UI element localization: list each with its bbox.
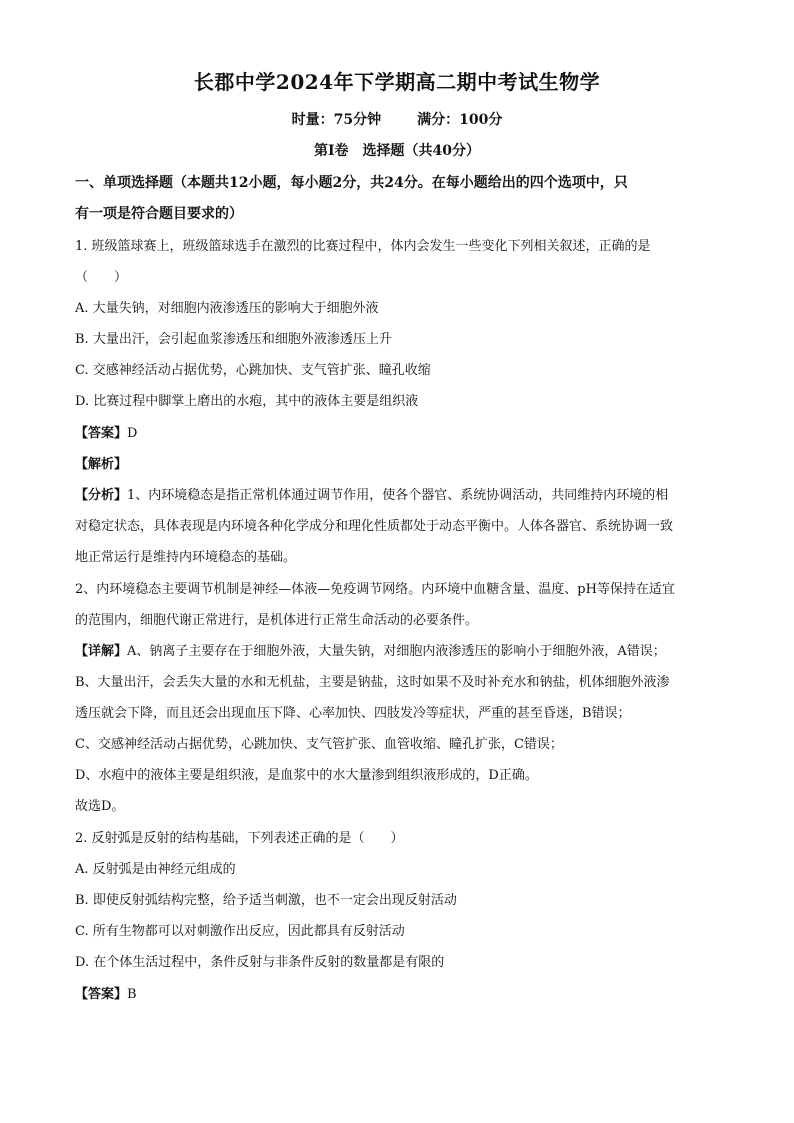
q1-option-b: B. 大量出汗，会引起血浆渗透压和细胞外液渗透压上升 xyxy=(75,332,392,347)
q1-analysis-tag xyxy=(75,453,725,472)
q2-option-b: B. 即使反射弧结构完整，给予适当刺激，也不一定会出现反射活动 xyxy=(75,893,457,908)
q2-option-a: A. 反射弧是由神经元组成的 xyxy=(75,862,236,877)
q1-fx-line3: 地正常运行是维持内环境稳态的基础。 xyxy=(75,550,297,565)
fx-text: 1、内环境稳态是指正常机体通过调节作用，使各个器官、系统协调活动，共同维持内环境的相 xyxy=(127,488,669,503)
q2-stem: 2. 反射弧是反射的结构基础，下列表述正确的是（ ） xyxy=(75,831,404,846)
part-heading: 第Ⅰ卷 选择题（共40分） xyxy=(313,143,481,159)
full-score: 满分：100分 xyxy=(417,112,503,128)
xj-text: A、钠离子主要存在于细胞外液，大量失钠，对细胞内液渗透压的影响小于细胞外液，A错误； xyxy=(127,644,666,659)
section-heading-line2: 有一项是符合题目要求的） xyxy=(75,206,243,222)
time-limit: 时量：75分钟 xyxy=(291,112,382,128)
q1-stem-line1: 1. 班级篮球赛上，班级篮球选手在激烈的比赛过程中，体内会发生一些变化下列相关叙述，正确的是 xyxy=(75,239,651,254)
q1-xj-line4: C、交感神经活动占据优势，心跳加快、支气管扩张、血管收缩、瞳孔扩张，C错误； xyxy=(75,737,563,752)
answer-tag: 【答案】 xyxy=(75,426,128,441)
analysis-tag: 【解析】 xyxy=(75,457,128,472)
answer-value: B xyxy=(127,987,137,1002)
exam-meta xyxy=(0,109,794,129)
section-heading-line1: 一、单项选择题（本题共12小题，每小题2分，共24分。在每小题给出的四个选项中，只 xyxy=(75,175,628,191)
q1-answer xyxy=(75,422,725,441)
answer-tag: 【答案】 xyxy=(75,987,128,1002)
q1-option-a: A. 大量失钠，对细胞内液渗透压的影响大于细胞外液 xyxy=(75,301,379,316)
page-title: 长郡中学2024年下学期高二期中考试生物学 xyxy=(193,70,601,94)
q1-option-d: D. 比赛过程中脚掌上磨出的水疱，其中的液体主要是组织液 xyxy=(75,394,419,409)
q1-xj-line2: B、大量出汗，会丢失大量的水和无机盐，主要是钠盐，这时如果不及时补充水和钠盐，机体细胞外液渗 xyxy=(75,675,670,690)
q1-xj-line3: 透压就会下降，而且还会出现血压下降、心率加快、四肢发冷等症状，严重的甚至昏迷，B错误； xyxy=(75,706,631,721)
q1-xj-line5: D、水疱中的液体主要是组织液，是血浆中的水大量渗到组织液形成的，D正确。 xyxy=(75,768,538,783)
q1-fx-line2: 对稳定状态，具体表现是内环境各种化学成分和理化性质都处于动态平衡中。人体各器官、系统协调一致 xyxy=(75,519,674,534)
q2-option-d: D. 在个体生活过程中，条件反射与非条件反射的数量都是有限的 xyxy=(75,955,445,970)
q1-stem-line2: （ ） xyxy=(75,270,128,285)
q1-option-c: C. 交感神经活动占据优势，心跳加快、支气管扩张、瞳孔收缩 xyxy=(75,363,431,378)
q1-fx-line5: 的范围内，细胞代谢正常进行，是机体进行正常生命活动的必要条件。 xyxy=(75,613,479,628)
q1-fx-line4: 2、内环境稳态主要调节机制是神经—体液—免疫调节网络。内环境中血糖含量、温度、pH等保持在适宜 xyxy=(75,582,675,597)
q2-option-c: C. 所有生物都可以对刺激作出反应，因此都具有反射活动 xyxy=(75,924,405,939)
answer-value: D xyxy=(127,426,138,441)
q1-xj-line1 xyxy=(75,640,725,659)
q1-fx-line1 xyxy=(75,484,725,503)
q1-conclusion: 故选D。 xyxy=(75,799,125,814)
q2-answer xyxy=(75,983,725,1002)
fx-tag: 【分析】 xyxy=(75,488,128,503)
xj-tag: 【详解】 xyxy=(75,644,128,659)
